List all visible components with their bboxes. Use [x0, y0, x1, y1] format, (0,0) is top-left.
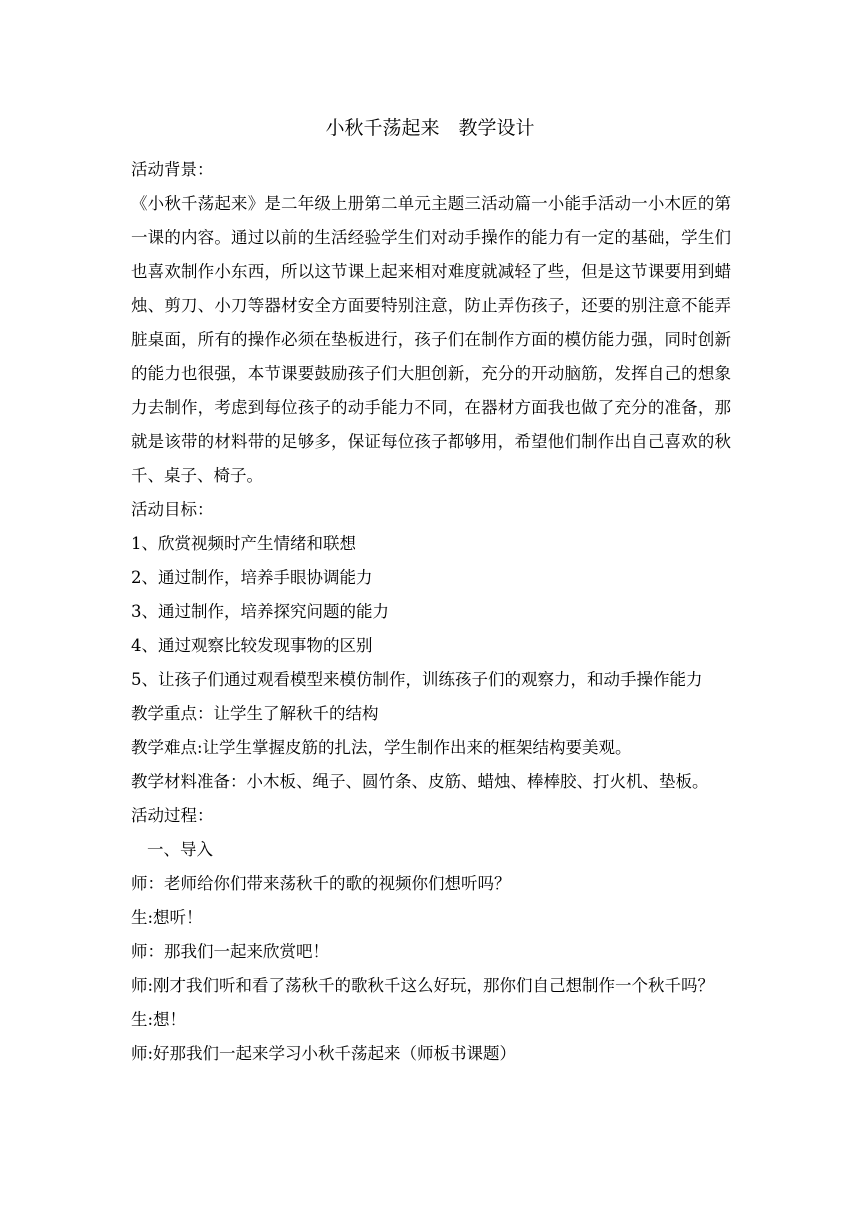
- goal-item: 2、通过制作，培养手眼协调能力: [131, 568, 373, 587]
- dialogue-line: 师：那我们一起来欣赏吧！: [131, 942, 329, 961]
- goal-item: 5、让孩子们通过观看模型来模仿制作，训练孩子们的观察力，和动手操作能力: [131, 670, 703, 689]
- key-point: 教学重点：让学生了解秋千的结构: [131, 704, 379, 723]
- dialogue-line: 生:想！: [131, 1010, 187, 1029]
- goals-label: 活动目标：: [131, 500, 214, 519]
- goal-item: 3、通过制作，培养探究问题的能力: [131, 602, 389, 621]
- materials: 教学材料准备：小木板、绳子、圆竹条、皮筋、蜡烛、棒棒胶、打火机、垫板。: [131, 772, 709, 791]
- dialogue-line: 师:好那我们一起来学习小秋千荡起来（师板书课题）: [131, 1044, 517, 1063]
- background-paragraph: 《小秋千荡起来》是二年级上册第二单元主题三活动篇一小能手活动一小木匠的第一课的内容。通过以前的生活经验学生们对动手操作的能力有一定的基础，学生们也喜欢制作小东西，所以这节课上起来相对难度就减轻了些，但是这节课要用到蜡烛、剪刀、小刀等器材安全方面要特别注意，防止弄伤孩子，还要的别注意不能弄脏桌面，所有的操作必须在垫板进行，孩子们在制作方面的模仿能力强，同时创新的能力也很强，本节课要鼓励孩子们大胆创新，充分的开动脑筋，发挥自己的想象力去制作，考虑到每位孩子的动手能力不同，在器材方面我也做了充分的准备，那就是该带的材料带的足够多，保证每位孩子都够用，希望他们制作出自己喜欢的秋千、桌子、椅子。: [131, 194, 731, 485]
- dialogue-line: 生:想听！: [131, 908, 203, 927]
- process-label: 活动过程：: [131, 806, 214, 825]
- difficulty: 教学难点:让学生掌握皮筋的扎法，学生制作出来的框架结构要美观。: [131, 738, 632, 757]
- background-label: 活动背景：: [131, 160, 214, 179]
- dialogue-line: 师：老师给你们带来荡秋千的歌的视频你们想听吗？: [131, 874, 511, 893]
- document-title: 小秋千荡起来 教学设计: [325, 117, 535, 139]
- goal-item: 4、通过观察比较发现事物的区别: [131, 636, 373, 655]
- document-body: [131, 153, 731, 1071]
- section-heading-intro: 一、导入: [147, 840, 213, 859]
- goal-item: 1、欣赏视频时产生情绪和联想: [131, 534, 356, 553]
- dialogue-line: 师:刚才我们听和看了荡秋千的歌秋千这么好玩，那你们自己想制作一个秋千吗？: [131, 976, 715, 995]
